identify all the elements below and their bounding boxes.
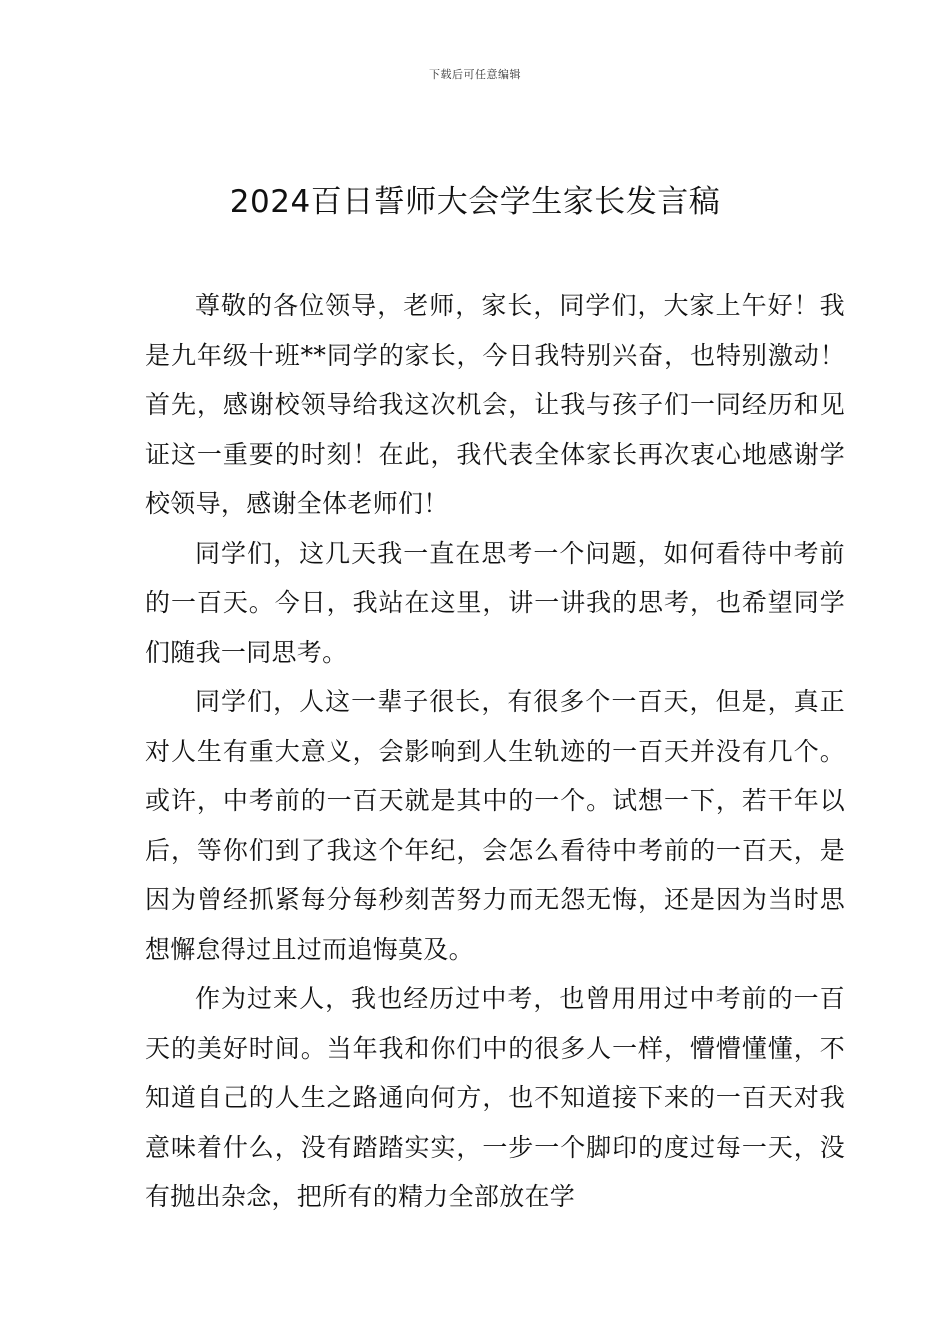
document-body: [145, 281, 845, 1222]
paragraph-4: 作为过来人，我也经历过中考，也曾用用过中考前的一百天的美好时间。当年我和你们中的很多人一样，懵懵懂懂，不知道自己的人生之路通向何方，也不知道接下来的一百天对我意味着什么，没有踏踏实实，一步一个脚印的度过每一天，没有抛出杂念，把所有的精力全部放在学: [145, 984, 845, 1211]
document-title: 2024百日誓师大会学生家长发言稿: [229, 184, 721, 220]
header-note: 下载后可任意编辑: [429, 68, 521, 81]
paragraph-1: 尊敬的各位领导，老师，家长，同学们，大家上午好！我是九年级十班**同学的家长，今日我特别兴奋，也特别激动！首先，感谢校领导给我这次机会，让我与孩子们一同经历和见证这一重要的时刻！在此，我代表全体家长再次衷心地感谢学校领导，感谢全体老师们！: [145, 291, 845, 518]
paragraph-2: 同学们，这几天我一直在思考一个问题，如何看待中考前的一百天。今日，我站在这里，讲一讲我的思考，也希望同学们随我一同思考。: [145, 538, 845, 667]
paragraph-3: 同学们，人这一辈子很长，有很多个一百天，但是，真正对人生有重大意义，会影响到人生轨迹的一百天并没有几个。或许，中考前的一百天就是其中的一个。试想一下，若干年以后，等你们到了我这个年纪，会怎么看待中考前的一百天，是因为曾经抓紧每分每秒刻苦努力而无怨无悔，还是因为当时思想懈怠得过且过而追悔莫及。: [145, 687, 845, 964]
